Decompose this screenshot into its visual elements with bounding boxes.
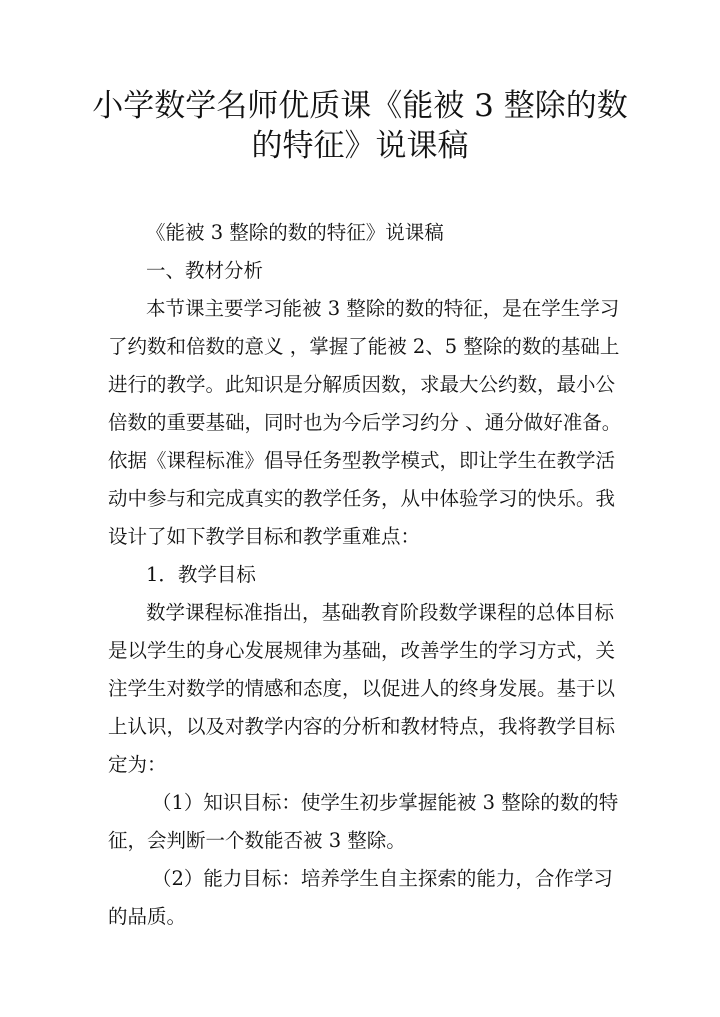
paragraph-line: 设计了如下教学目标和教学重难点：	[108, 525, 421, 548]
document-title	[90, 86, 630, 166]
title-line-1: 小学数学名师优质课《能被 3 整除的数	[92, 88, 628, 124]
paragraph-line: 进行的教学。此知识是分解质因数，求最大公约数，最小公	[108, 373, 616, 396]
paragraph-line: 动中参与和完成真实的教学任务，从中体验学习的快乐。我	[108, 487, 616, 510]
subsection-heading: 1．教学目标	[146, 563, 256, 586]
paragraph-line: 上认识，以及对教学内容的分析和教材特点，我将教学目标	[108, 715, 616, 738]
paragraph-line: 数学课程标准指出，基础教育阶段数学课程的总体目标	[146, 601, 615, 624]
paragraph-line: 了约数和倍数的意义 ，掌握了能被 2、5 整除的数的基础上	[108, 335, 620, 358]
paragraph-line: 注学生对数学的情感和态度，以促进人的终身发展。基于以	[108, 677, 616, 700]
list-item-continuation: 征，会判断一个数能否被 3 整除。	[108, 829, 406, 852]
list-item: （1）知识目标：使学生初步掌握能被 3 整除的数的特	[152, 791, 619, 814]
paragraph-line: 是以学生的身心发展规律为基础，改善学生的学习方式，关	[108, 639, 616, 662]
title-line-2: 的特征》说课稿	[251, 128, 469, 164]
section-heading: 一、教材分析	[146, 259, 264, 282]
paragraph-line: 本节课主要学习能被 3 整除的数的特征，是在学生学习	[146, 297, 620, 320]
paragraph-line: 定为：	[108, 753, 167, 776]
paragraph-line: 倍数的重要基础，同时也为今后学习约分 、通分做好准备。	[108, 411, 622, 434]
list-item-continuation: 的品质。	[108, 905, 187, 928]
paragraph-line: 依据《课程标准》倡导任务型教学模式，即让学生在教学活	[108, 449, 616, 472]
list-item: （2）能力目标：培养学生自主探索的能力，合作学习	[152, 867, 613, 890]
subtitle-line: 《能被 3 整除的数的特征》说课稿	[146, 221, 444, 244]
